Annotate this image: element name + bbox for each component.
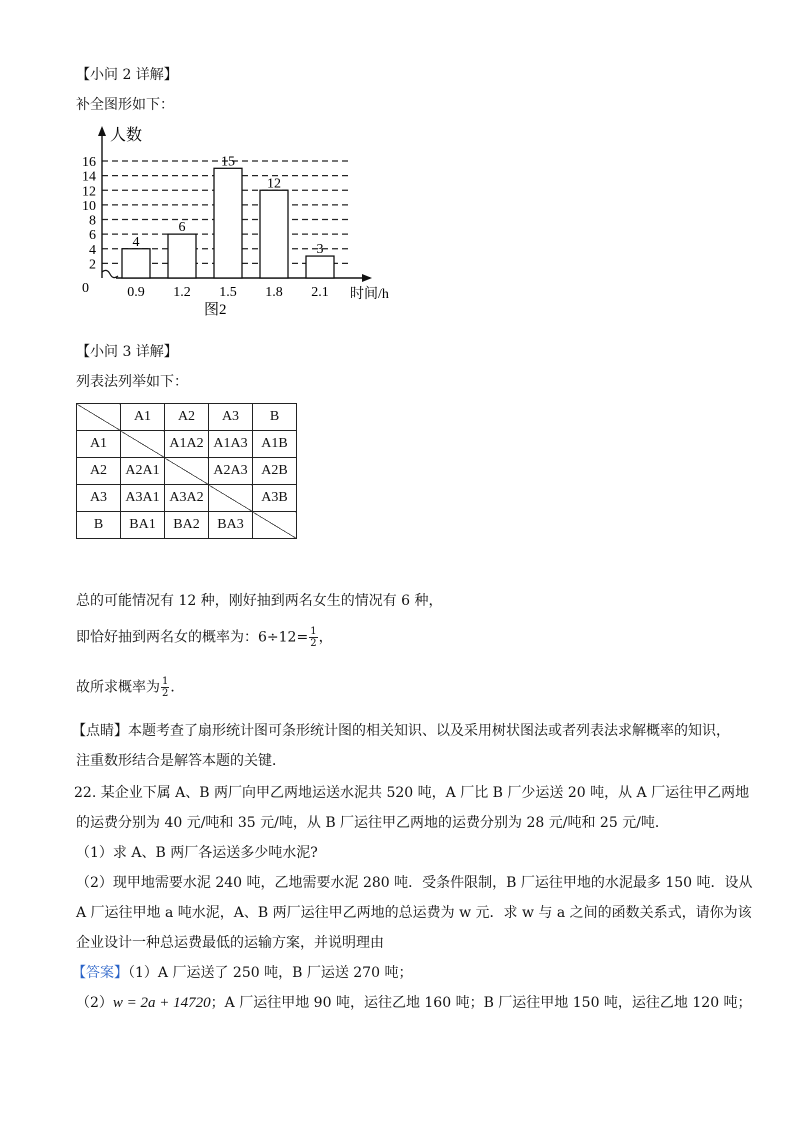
answer-2-rest: ；A 厂运往甲地 90 吨，运往乙地 160 吨；B 厂运往甲地 150 吨，运往乙地 120 吨； xyxy=(210,995,752,1011)
table-cell: BA2 xyxy=(165,512,209,539)
table-cell: A1 xyxy=(77,431,121,458)
bar-value-label: 15 xyxy=(221,154,235,170)
origin-label: 0 xyxy=(82,281,89,296)
table-cell: A3B xyxy=(253,485,297,512)
table-cell: BA1 xyxy=(121,512,165,539)
q22-part-2-line-1: （2）现甲地需要水泥 240 吨，乙地需要水泥 280 吨．受条件限制，B 厂运往甲地的水泥最多 150 吨．设从 xyxy=(76,875,753,891)
table-cell: A1 xyxy=(121,404,165,431)
q3-intro: 列表法列举如下： xyxy=(76,374,188,390)
bar-value-label: 6 xyxy=(178,220,186,236)
table-row xyxy=(77,512,297,539)
table-row xyxy=(77,404,297,431)
table-cell: B xyxy=(77,512,121,539)
table-cell: A1B xyxy=(253,431,297,458)
table-cell: A2 xyxy=(77,458,121,485)
y-tick-label: 12 xyxy=(82,184,96,200)
table-cell: A2 xyxy=(165,404,209,431)
fraction xyxy=(161,676,169,699)
x-tick-label: 1.2 xyxy=(173,285,191,300)
x-axis-label: 时间/h xyxy=(350,287,389,302)
bar xyxy=(260,190,288,278)
prob-prefix: 即恰好抽到两名女的概率为： xyxy=(76,629,258,646)
chart-bars xyxy=(122,168,334,278)
bar xyxy=(214,168,242,278)
q3-summary: 总的可能情况有 12 种，刚好抽到两名女生的情况有 6 种， xyxy=(76,593,443,609)
table-row xyxy=(77,485,297,512)
table-diag-cell xyxy=(209,485,253,512)
table-cell: BA3 xyxy=(209,512,253,539)
table-cell: A2A1 xyxy=(121,458,165,485)
bar-value-label: 12 xyxy=(267,176,281,192)
q2-intro: 补全图形如下： xyxy=(76,97,174,113)
bar-value-label: 3 xyxy=(316,242,324,258)
table-diag-cell xyxy=(121,431,165,458)
bar xyxy=(122,249,150,278)
table-diag-cell xyxy=(253,512,297,539)
table-cell: A3 xyxy=(77,485,121,512)
q22-line-2: 的运费分别为 40 元/吨和 35 元/吨，从 B 厂运往甲乙两地的运费分别为 28 元/吨和 25 元/吨． xyxy=(76,815,669,831)
prob-suffix: ， xyxy=(318,629,333,646)
y-tick-label: 16 xyxy=(82,155,96,170)
answer-2-formula: w = 2a + 14720 xyxy=(112,995,211,1011)
table-row xyxy=(77,431,297,458)
comment-line-1 xyxy=(72,722,730,740)
table-cell: A3A1 xyxy=(121,485,165,512)
table-cell: A3 xyxy=(209,404,253,431)
table-cell: B xyxy=(253,404,297,431)
fraction-numerator: 1 xyxy=(310,626,317,637)
comment-text-1: 本题考查了扇形统计图可条形统计图的相关知识、以及采用树状图法或者列表法求解概率的知识， xyxy=(128,723,730,739)
q22-part-1: （1）求 A、B 两厂各运送多少吨水泥? xyxy=(76,845,318,861)
fraction xyxy=(309,626,317,649)
table-corner-cell xyxy=(77,404,121,431)
conclusion-suffix: ． xyxy=(170,679,185,696)
fraction-denominator: 2 xyxy=(162,688,169,699)
comment-tag: 【点睛】 xyxy=(72,723,128,739)
y-tick-label: 14 xyxy=(82,169,96,185)
q3-probability-line xyxy=(76,626,333,649)
table-cell: A2A3 xyxy=(209,458,253,485)
x-axis-arrow xyxy=(362,274,372,282)
bar-value-label: 4 xyxy=(132,234,140,250)
y-axis-arrow xyxy=(98,126,106,136)
table-row xyxy=(77,458,297,485)
prob-expr: 6÷12= xyxy=(258,629,309,646)
comment-line-2: 注重数形结合是解答本题的关键． xyxy=(76,753,286,769)
y-tick-label: 2 xyxy=(89,257,96,273)
axis-break xyxy=(102,270,118,277)
bar-chart xyxy=(70,118,430,328)
q22-part-2-line-3: 企业设计一种总运费最低的运输方案，并说明理由 xyxy=(76,935,384,951)
answer-2-prefix: （2） xyxy=(76,995,113,1011)
table-cell: A1A2 xyxy=(165,431,209,458)
q3-conclusion xyxy=(76,676,184,699)
fraction-denominator: 2 xyxy=(310,638,317,649)
y-tick-label: 8 xyxy=(89,213,96,229)
q2-heading: 【小问 2 详解】 xyxy=(76,67,178,83)
table-diag-cell xyxy=(165,458,209,485)
x-tick-label: 1.8 xyxy=(265,285,283,300)
q3-heading: 【小问 3 详解】 xyxy=(76,344,178,360)
q22-part-2-line-2: A 厂运往甲地 a 吨水泥，A、B 两厂运往甲乙两地的总运费为 w 元．求 w 与 a 之间的函数关系式，请你为该 xyxy=(76,905,752,921)
bar xyxy=(168,234,196,278)
q22-line-1: 22. 某企业下属 A、B 两厂向甲乙两地运送水泥共 520 吨，A 厂比 B 厂少运送 20 吨，从 A 厂运往甲乙两地 xyxy=(74,785,750,801)
answer-tag: 【答案】 xyxy=(72,965,128,981)
y-axis-label: 人数 xyxy=(110,127,143,144)
conclusion-prefix: 故所求概率为 xyxy=(76,679,160,696)
bar xyxy=(306,256,334,278)
fraction-numerator: 1 xyxy=(162,676,169,687)
table-cell: A2B xyxy=(253,458,297,485)
y-tick-label: 4 xyxy=(89,242,96,258)
table-cell: A3A2 xyxy=(165,485,209,512)
x-tick-label: 1.5 xyxy=(219,285,237,300)
probability-table xyxy=(76,403,297,539)
x-tick-label: 2.1 xyxy=(311,285,329,300)
answer-line-1 xyxy=(72,964,412,982)
table-cell: A1A3 xyxy=(209,431,253,458)
answer-line-2 xyxy=(76,994,752,1012)
chart-title: 图2 xyxy=(204,302,227,318)
y-tick-label: 10 xyxy=(82,198,96,214)
answer-1: （1）A 厂运送了 250 吨，B 厂运送 270 吨； xyxy=(128,965,413,981)
x-tick-label: 0.9 xyxy=(127,285,145,300)
y-tick-label: 6 xyxy=(89,228,96,244)
